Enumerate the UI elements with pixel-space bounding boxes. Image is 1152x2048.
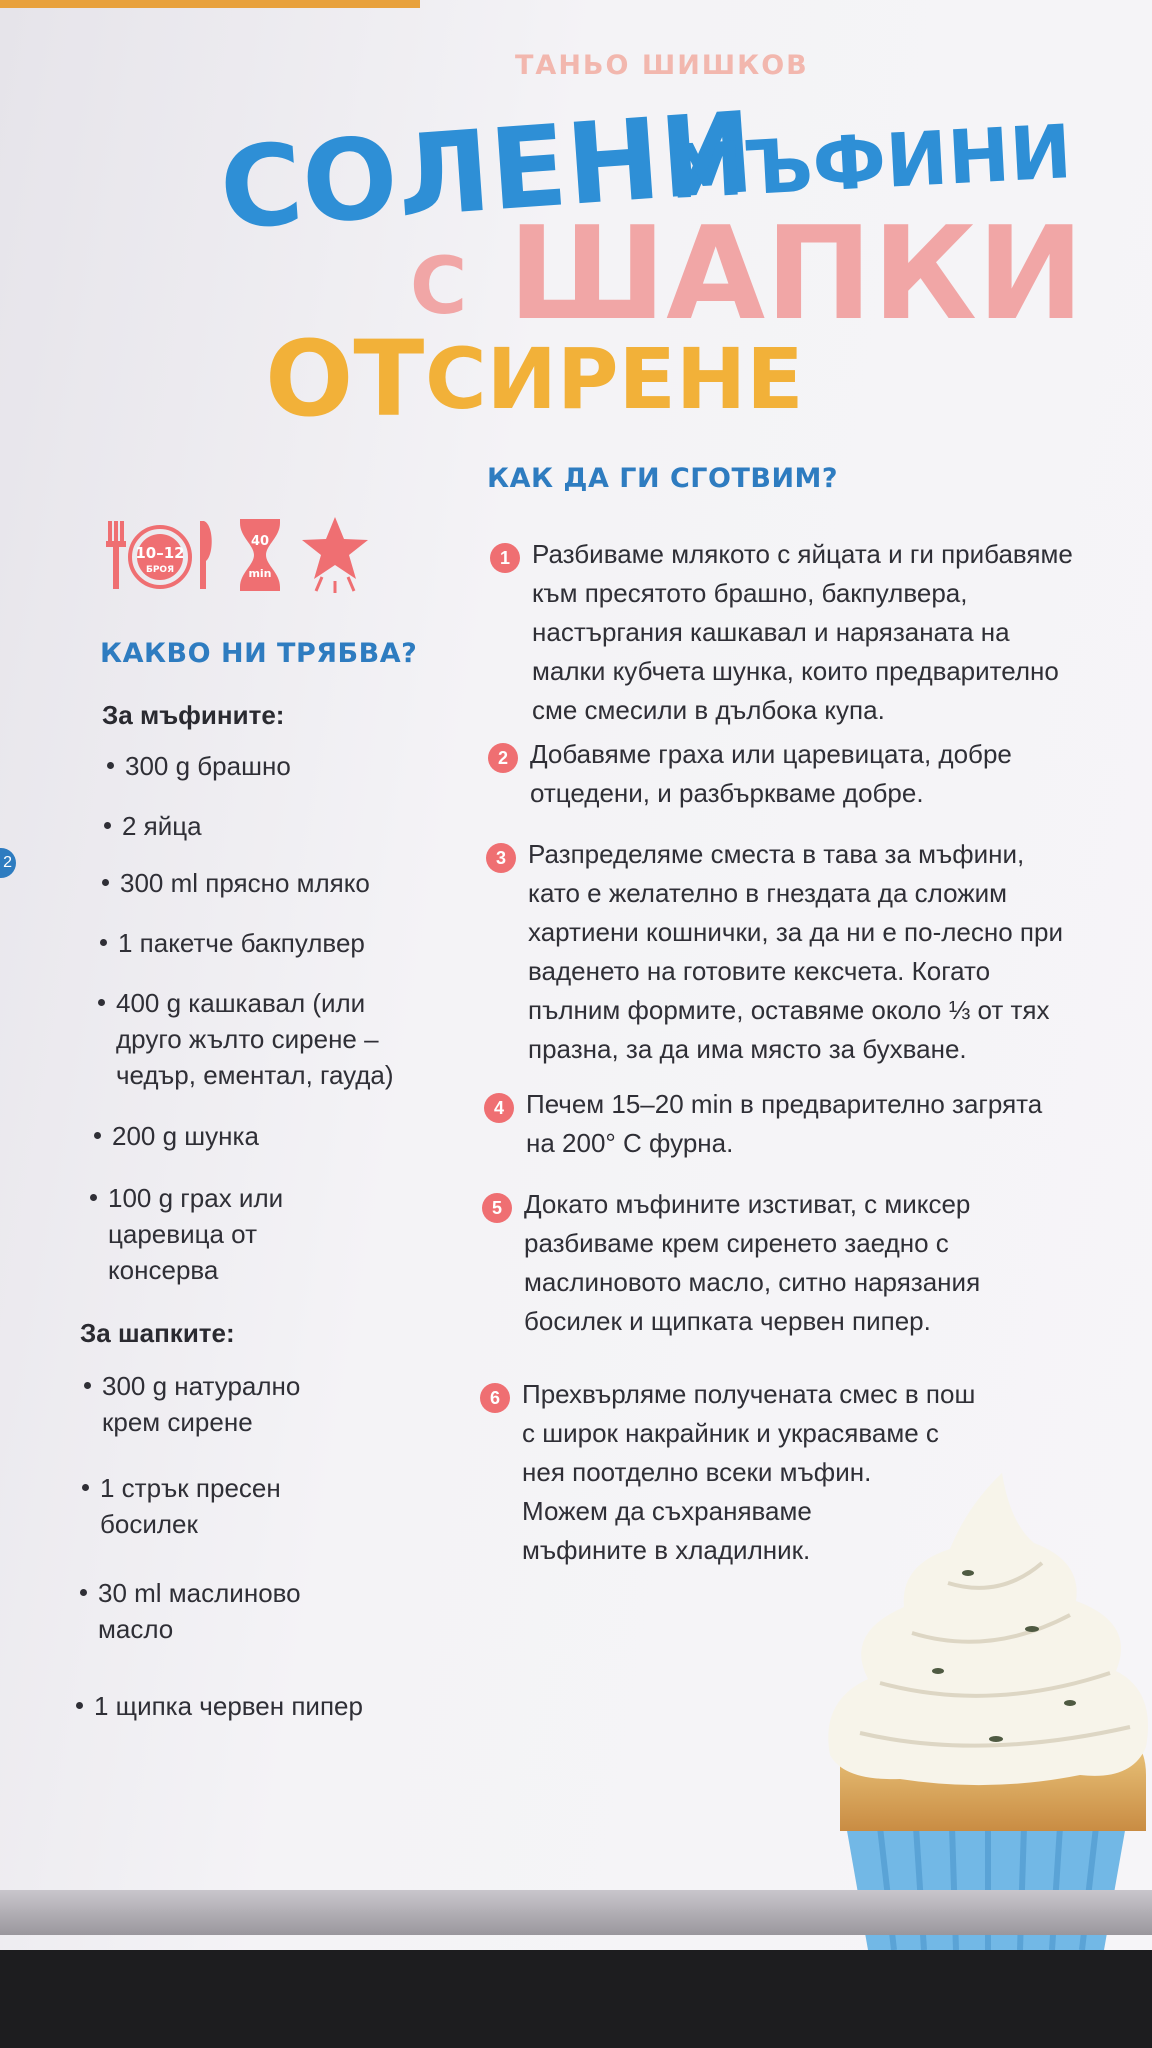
bullet-dot [90, 1194, 97, 1201]
author-name: ТАНЬО ШИШКОВ [515, 50, 809, 81]
method-step [526, 1085, 1146, 1163]
step-line: разбиваме крем сиренето заедно с [524, 1228, 949, 1258]
ingredient-item [112, 1118, 259, 1154]
ingredient-line: 300 g брашно [125, 751, 291, 781]
title-word-shapki: ШАПКИ [508, 200, 1085, 349]
ingredient-item [116, 985, 394, 1093]
ingredient-line: чедър, ементал, гауда) [116, 1060, 394, 1090]
ingredient-line: масло [98, 1614, 174, 1644]
step-line: нея поотделно всеки мъфин. [522, 1457, 872, 1487]
ingredient-item [102, 1368, 300, 1440]
ingredient-item [100, 1470, 281, 1542]
muffins-subheading: За мъфините: [102, 700, 285, 730]
page-top-edge [0, 0, 420, 8]
step-line: мъфините в хладилник. [522, 1535, 811, 1565]
step-line: Докато мъфините изстиват, с миксер [524, 1189, 971, 1219]
time-unit: min [248, 567, 272, 580]
bullet-dot [107, 762, 114, 769]
step-number-badge: 1 [490, 543, 520, 573]
step-line: ваденето на готовите кексчета. Когато [528, 956, 991, 986]
step-line: отцедени, и разбъркваме добре. [530, 778, 924, 808]
step-line: Добавяме граха или царевицата, добре [530, 739, 1012, 769]
bullet-dot [82, 1484, 89, 1491]
ingredient-item [94, 1688, 363, 1724]
bullet-dot [80, 1589, 87, 1596]
hourglass-icon [235, 515, 285, 595]
ingredients-heading: КАКВО НИ ТРЯБВА? [100, 638, 418, 669]
ingredient-line: 1 пакетче бакпулвер [118, 928, 365, 958]
bullet-dot [104, 822, 111, 829]
bullet-dot [98, 999, 105, 1006]
title-word-ot: ОТ [265, 318, 425, 440]
step-number-badge: 6 [480, 1383, 510, 1413]
bullet-dot [94, 1132, 101, 1139]
ingredient-line: 400 g кашкавал (или [116, 988, 366, 1018]
step-line: маслиновото масло, ситно нарязания [524, 1267, 981, 1297]
ingredient-line: 300 g натурално [102, 1371, 301, 1401]
ingredient-item [108, 1180, 283, 1288]
ingredient-line: 30 ml маслиново [98, 1578, 301, 1608]
step-line: с широк накрайник и украсяваме с [522, 1418, 939, 1448]
ingredient-item [125, 748, 291, 784]
step-line: Разпределяме сместа в тава за мъфини, [528, 839, 1025, 869]
ingredient-line: 2 яйца [122, 811, 202, 841]
ingredient-line: 300 ml прясно мляко [120, 868, 370, 898]
recipe-icons [100, 515, 380, 595]
time-value: 40 [250, 534, 270, 549]
page-bottom-edge [0, 1890, 1152, 1935]
method-step [532, 535, 1152, 730]
ingredient-line: крем сирене [102, 1407, 253, 1437]
step-line: пълним формите, оставяме около ⅓ от тях [528, 995, 1050, 1025]
ingredient-line: консерва [108, 1255, 219, 1285]
ingredient-line: босилек [100, 1509, 198, 1539]
side-page-marker: 2 [0, 848, 16, 878]
bullet-dot [102, 879, 109, 886]
ingredient-line: царевица от [108, 1219, 257, 1249]
ingredient-item [98, 1575, 301, 1647]
step-line: хартиени кошнички, за да ни е по-лесно при [528, 917, 1063, 947]
ingredient-item [118, 925, 365, 961]
ingredient-line: 1 щипка червен пипер [94, 1691, 363, 1721]
ingredient-line: 100 g грах или [108, 1183, 284, 1213]
cupcake-illustration [820, 1465, 1152, 1950]
step-number-badge: 3 [486, 843, 516, 873]
ingredient-item [122, 808, 202, 844]
caps-subheading: За шапките: [80, 1318, 235, 1348]
title-word-sirene: СИРЕНЕ [425, 330, 804, 428]
step-line: като е желателно в гнездата да сложим [528, 878, 1008, 908]
difficulty-star-icon [300, 515, 370, 595]
step-line: босилек и щипката червен пипер. [524, 1306, 931, 1336]
ingredient-line: 1 стрък пресен [100, 1473, 281, 1503]
title-word-soleni: СОЛЕНИ [215, 88, 759, 255]
title-word-s: С [410, 242, 468, 332]
method-step [528, 835, 1148, 1069]
step-line: настъргания кашкавал и нарязаната на [532, 617, 1010, 647]
bullet-dot [100, 939, 107, 946]
step-line: Печем 15–20 min в предварително загрята [526, 1089, 1043, 1119]
servings-unit: БРОЯ [145, 565, 175, 575]
plate-cutlery-icon [100, 515, 225, 595]
step-line: празна, за да има място за бухване. [528, 1034, 967, 1064]
step-line: към пресятото брашно, бакпулвера, [532, 578, 968, 608]
bullet-dot [76, 1702, 83, 1709]
step-number-badge: 2 [488, 743, 518, 773]
step-line: Прехвърляме получената смес в пош [522, 1379, 976, 1409]
step-number-badge: 5 [482, 1193, 512, 1223]
step-line: Разбиваме млякото с яйцата и ги прибавяме [532, 539, 1073, 569]
step-line: малки кубчета шунка, които предварително [532, 656, 1059, 686]
method-step [524, 1185, 1144, 1341]
step-line: сме смесили в дълбока купа. [532, 695, 885, 725]
ingredient-item [120, 865, 370, 901]
servings-value: 10–12 [135, 544, 185, 562]
ingredient-line: друго жълто сирене – [116, 1024, 379, 1054]
ingredient-line: 200 g шунка [112, 1121, 259, 1151]
title-word-mafini: МЪФИНИ [667, 109, 1074, 216]
step-number-badge: 4 [484, 1093, 514, 1123]
method-heading: КАК ДА ГИ СГОТВИМ? [487, 463, 839, 494]
step-line: Можем да съхраняваме [522, 1496, 812, 1526]
bullet-dot [84, 1382, 91, 1389]
method-step [530, 735, 1150, 813]
step-line: на 200° С фурна. [526, 1128, 734, 1158]
